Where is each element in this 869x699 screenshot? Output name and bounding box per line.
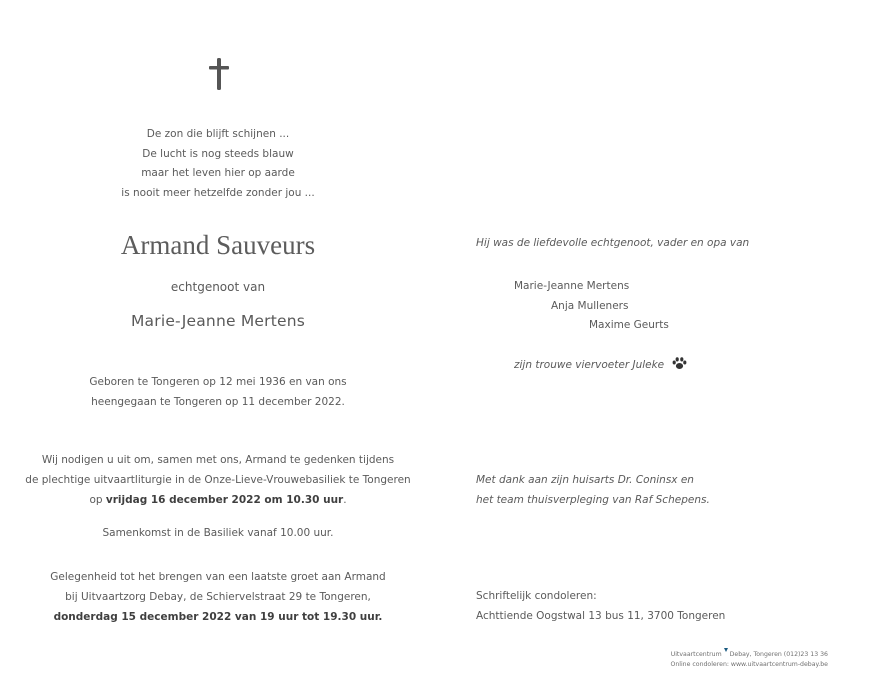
thanks-text — [476, 470, 710, 510]
gathering-text: Samenkomst in de Basiliek vanaf 10.00 uur. — [102, 527, 334, 539]
company-contact: Debay, Tongeren (012)23 13 36 — [729, 651, 828, 658]
family-intro: Hij was de liefdevolle echtgenoot, vader en opa van — [476, 237, 750, 249]
birth-line: Geboren te Tongeren op 12 mei 1936 en van ons — [89, 376, 347, 388]
family-member: Anja Mulleners — [551, 300, 629, 312]
invitation-prefix: op — [89, 494, 106, 506]
footer-online-condolences[interactable]: Online condoleren: www.uitvaartcentrum-debay.be — [670, 660, 828, 668]
company-name: Uitvaartcentrum — [670, 651, 722, 658]
family-member: Marie-Jeanne Mertens — [514, 280, 630, 292]
visitation-date: donderdag 15 december 2022 van 19 uur tot 19.30 uur. — [53, 611, 383, 623]
footer — [640, 648, 828, 669]
pet-line — [514, 357, 687, 371]
relation-label: echtgenoot van — [170, 280, 266, 294]
visitation-line: bij Uitvaartzorg Debay, de Schiervelstraat 29 te Tongeren, — [65, 591, 371, 603]
spouse-name: Marie-Jeanne Mertens — [130, 312, 306, 330]
invitation-line: Wij nodigen u uit om, samen met ons, Armand te gedenken tijdens — [41, 454, 395, 466]
invitation-line: de plechtige uitvaartliturgie in de Onze-Lieve-Vrouwebasiliek te Tongeren — [25, 474, 411, 486]
thanks-line: het team thuisverpleging van Raf Schepens. — [476, 494, 710, 506]
visitation-info — [10, 567, 426, 627]
funeral-date: vrijdag 16 december 2022 om 10.30 uur — [105, 494, 344, 506]
poem-line: maar het leven hier op aarde — [141, 167, 295, 179]
condolences-label: Schriftelijk condoleren: — [476, 590, 597, 602]
deceased-name: Armand Sauveurs — [120, 230, 316, 260]
footer-company — [640, 648, 828, 660]
pet-text: zijn trouwe viervoeter Juleke — [514, 359, 665, 371]
invitation-suffix: . — [343, 494, 347, 506]
poem — [90, 125, 346, 203]
thanks-line: Met dank aan zijn huisarts Dr. Coninsx en — [476, 474, 694, 486]
cross-icon — [207, 57, 231, 91]
funeral-invitation — [10, 450, 426, 510]
condolences — [476, 586, 725, 626]
birth-death-text — [60, 372, 376, 412]
visitation-line: Gelegenheid tot het brengen van een laatste groet aan Armand — [50, 571, 386, 583]
family-member: Maxime Geurts — [589, 319, 669, 331]
poem-line: is nooit meer hetzelfde zonder jou ... — [121, 186, 315, 199]
poem-line: De lucht is nog steeds blauw — [142, 147, 294, 160]
logo-marker-icon — [724, 648, 728, 652]
paw-icon — [672, 357, 687, 370]
condolences-address: Achttiende Oogstwal 13 bus 11, 3700 Tongeren — [476, 610, 726, 622]
poem-line: De zon die blijft schijnen ... — [146, 128, 290, 140]
invitation-date-line — [10, 490, 426, 510]
death-line: heengegaan te Tongeren op 11 december 2022. — [91, 396, 345, 408]
